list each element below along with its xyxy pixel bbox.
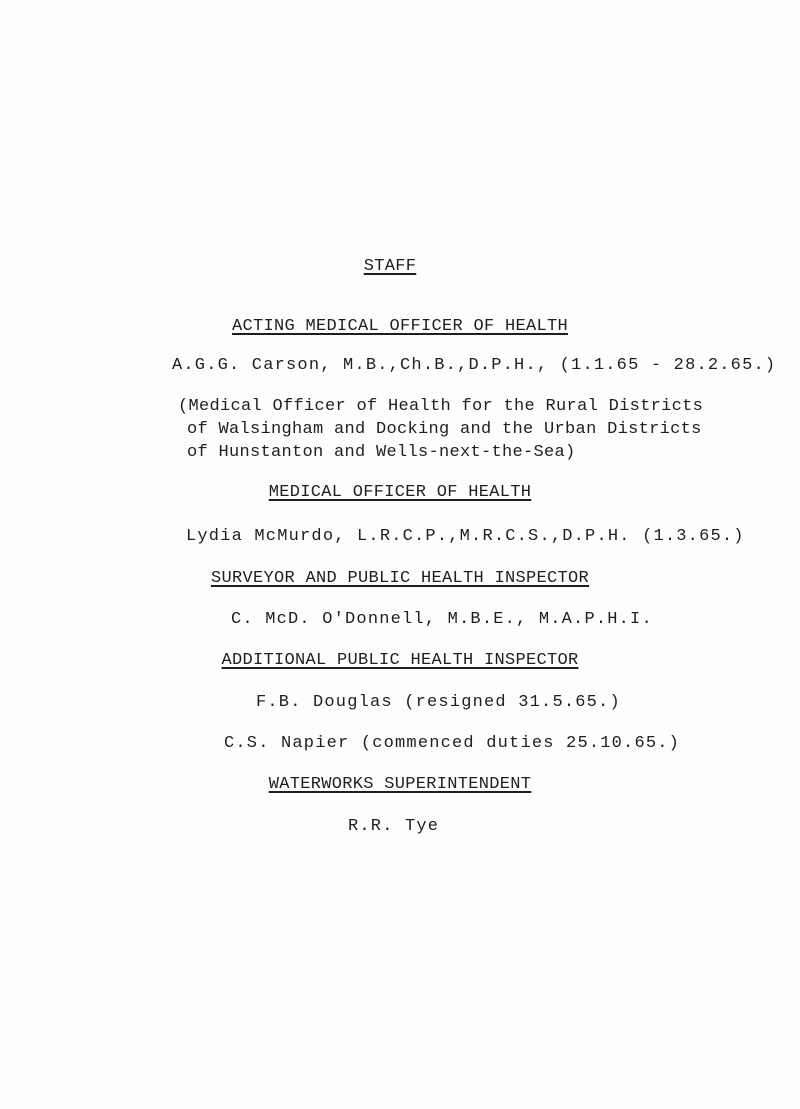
section-heading-moh: MEDICAL OFFICER OF HEALTH [268, 483, 532, 502]
additional-phi-name-2: C.S. Napier (commenced duties 25.10.65.) [224, 734, 681, 753]
additional-phi-name-1: F.B. Douglas (resigned 31.5.65.) [256, 693, 621, 712]
acting-moh-name: A.G.G. Carson, M.B.,Ch.B.,D.P.H., (1.1.65 - 28.2.65.) [172, 356, 777, 375]
acting-moh-note-line-1: (Medical Officer of Health for the Rural Districts [178, 397, 704, 416]
surveyor-name: C. McD. O'Donnell, M.B.E., M.A.P.H.I. [231, 610, 653, 629]
acting-moh-note-line-3: of Hunstanton and Wells-next-the-Sea) [187, 443, 576, 462]
moh-name: Lydia McMurdo, L.R.C.P.,M.R.C.S.,D.P.H. (1.3.65.) [186, 527, 745, 546]
section-heading-surveyor: SURVEYOR AND PUBLIC HEALTH INSPECTOR [210, 569, 590, 588]
section-heading-additional-phi: ADDITIONAL PUBLIC HEALTH INSPECTOR [221, 651, 579, 670]
waterworks-name: R.R. Tye [348, 817, 440, 836]
section-heading-acting-moh: ACTING MEDICAL OFFICER OF HEALTH [231, 317, 569, 336]
section-heading-waterworks: WATERWORKS SUPERINTENDENT [268, 775, 532, 794]
acting-moh-note-line-2: of Walsingham and Docking and the Urban Districts [187, 420, 702, 439]
page-title: STAFF [363, 257, 417, 276]
